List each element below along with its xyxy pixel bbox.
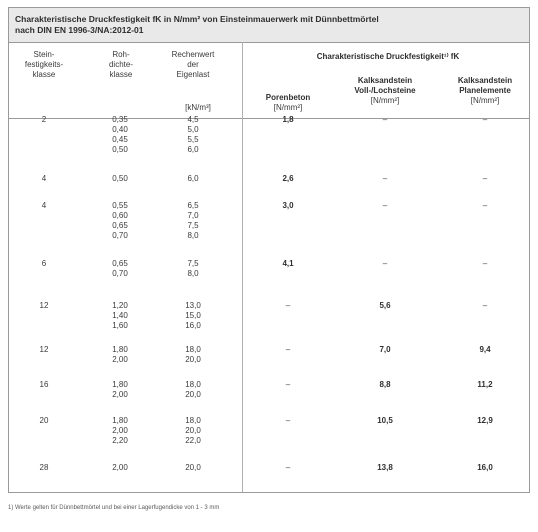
header-text: Rechenwert xyxy=(171,50,215,59)
cell-value: 1,80 xyxy=(112,380,128,389)
cell-value: 6 xyxy=(41,259,47,268)
cell-value: 28 xyxy=(39,463,49,472)
header-kalksandstein-plan xyxy=(439,76,531,96)
header-text: Stein- xyxy=(33,50,55,59)
cell-value: 20,0 xyxy=(185,390,201,399)
header-text: Planelemente xyxy=(459,86,511,95)
cell-klasse xyxy=(9,301,79,311)
cell-last xyxy=(157,259,229,279)
cell-poren xyxy=(245,201,331,211)
cell-value: – xyxy=(482,201,488,210)
cell-klasse xyxy=(9,380,79,390)
cell-value: – xyxy=(482,174,488,183)
cell-value: 4,5 xyxy=(187,115,199,124)
cell-value: 12 xyxy=(39,301,49,310)
cell-value: – xyxy=(382,201,388,210)
header-unit: [N/mm²] xyxy=(370,96,400,105)
cell-plan xyxy=(439,380,531,390)
header-porenbeton xyxy=(245,93,331,103)
cell-value: – xyxy=(285,463,291,472)
header-text: klasse xyxy=(109,70,133,79)
cell-plan xyxy=(439,259,531,269)
cell-last xyxy=(157,345,229,365)
cell-value: – xyxy=(285,380,291,389)
header-eigenlast-unit xyxy=(157,103,239,113)
cell-dichte xyxy=(85,463,155,473)
cell-poren xyxy=(245,115,331,125)
cell-value: 5,6 xyxy=(379,301,391,310)
cell-value: 20,0 xyxy=(185,355,201,364)
cell-value: – xyxy=(285,345,291,354)
cell-value: 8,0 xyxy=(187,269,199,278)
cell-klasse xyxy=(9,174,79,184)
cell-voll xyxy=(331,416,439,426)
cell-dichte xyxy=(85,301,155,331)
cell-value: 0,65 xyxy=(112,259,128,268)
cell-value: 0,40 xyxy=(112,125,128,134)
cell-value: 7,5 xyxy=(187,259,199,268)
cell-value: – xyxy=(382,174,388,183)
header-text: Roh- xyxy=(112,50,130,59)
cell-value: 2,00 xyxy=(112,355,128,364)
cell-value: 20,0 xyxy=(185,463,201,472)
cell-plan xyxy=(439,115,531,125)
cell-value: 12,9 xyxy=(477,416,493,425)
cell-voll xyxy=(331,115,439,125)
cell-value: 0,50 xyxy=(112,145,128,154)
cell-value: 18,0 xyxy=(185,380,201,389)
cell-value: 12 xyxy=(39,345,49,354)
cell-value: 0,70 xyxy=(112,269,128,278)
cell-poren xyxy=(245,463,331,473)
cell-value: 11,2 xyxy=(477,380,493,389)
cell-dichte xyxy=(85,345,155,365)
cell-klasse xyxy=(9,201,79,211)
header-kalksandstein-voll xyxy=(331,76,439,96)
cell-value: – xyxy=(382,115,388,124)
cell-plan xyxy=(439,174,531,184)
cell-value: 6,5 xyxy=(187,201,199,210)
cell-klasse xyxy=(9,463,79,473)
column-divider xyxy=(242,42,243,492)
header-text: Kalksandstein xyxy=(457,76,513,85)
cell-value: 0,45 xyxy=(112,135,128,144)
header-text: Kalksandstein xyxy=(357,76,413,85)
cell-voll xyxy=(331,201,439,211)
table-frame xyxy=(8,7,530,493)
cell-value: 22,0 xyxy=(185,436,201,445)
cell-value: 1,8 xyxy=(282,115,294,124)
cell-poren xyxy=(245,345,331,355)
cell-value: 5,0 xyxy=(187,125,199,134)
header-text: klasse xyxy=(32,70,56,79)
cell-voll xyxy=(331,174,439,184)
cell-value: 20,0 xyxy=(185,426,201,435)
header-text: Voll-/Lochsteine xyxy=(354,86,416,95)
cell-value: 4 xyxy=(41,201,47,210)
cell-poren xyxy=(245,380,331,390)
cell-voll xyxy=(331,301,439,311)
cell-value: 16 xyxy=(39,380,49,389)
cell-value: 7,0 xyxy=(187,211,199,220)
cell-value: 4 xyxy=(41,174,47,183)
cell-last xyxy=(157,115,229,155)
cell-last xyxy=(157,380,229,400)
table-title xyxy=(15,14,379,36)
cell-dichte xyxy=(85,416,155,446)
cell-klasse xyxy=(9,416,79,426)
cell-poren xyxy=(245,301,331,311)
cell-dichte xyxy=(85,259,155,279)
cell-value: 0,60 xyxy=(112,211,128,220)
cell-value: 0,70 xyxy=(112,231,128,240)
cell-last xyxy=(157,201,229,241)
cell-value: 20 xyxy=(39,416,49,425)
header-rohdichteklasse xyxy=(86,50,156,80)
header-text: festigkeits- xyxy=(24,60,64,69)
header-unit: [N/mm²] xyxy=(470,96,500,105)
cell-value: 16,0 xyxy=(477,463,493,472)
cell-dichte xyxy=(85,380,155,400)
cell-value: – xyxy=(482,259,488,268)
cell-poren xyxy=(245,174,331,184)
cell-value: – xyxy=(482,115,488,124)
cell-value: 0,55 xyxy=(112,201,128,210)
cell-value: – xyxy=(382,259,388,268)
cell-value: 7,0 xyxy=(379,345,391,354)
cell-value: 2,00 xyxy=(112,390,128,399)
cell-value: – xyxy=(482,301,488,310)
table-title-box xyxy=(9,8,529,43)
cell-poren xyxy=(245,259,331,269)
cell-klasse xyxy=(9,345,79,355)
cell-value: 1,60 xyxy=(112,321,128,330)
cell-last xyxy=(157,463,229,473)
cell-value: 2,6 xyxy=(282,174,294,183)
header-text: Charakteristische Druckfestigkeit¹⁾ fK xyxy=(316,52,460,61)
header-steinfestigkeitsklasse xyxy=(9,50,79,80)
cell-poren xyxy=(245,416,331,426)
cell-value: – xyxy=(285,416,291,425)
cell-dichte xyxy=(85,201,155,241)
cell-value: 15,0 xyxy=(185,311,201,320)
cell-value: 2,00 xyxy=(112,426,128,435)
header-text: der xyxy=(187,60,199,69)
cell-klasse xyxy=(9,115,79,125)
cell-value: 13,8 xyxy=(377,463,393,472)
cell-value: 4,1 xyxy=(282,259,294,268)
title-line-2: nach DIN EN 1996-3/NA:2012-01 xyxy=(15,25,144,35)
cell-value: 3,0 xyxy=(282,201,294,210)
cell-voll xyxy=(331,259,439,269)
cell-value: 6,0 xyxy=(187,174,199,183)
header-group-druckfestigkeit xyxy=(245,52,531,62)
title-line-1: Charakteristische Druckfestigkeit fK in N/mm² von Einsteinmauerwerk mit Dünnbettmörtel xyxy=(15,14,379,24)
cell-value: 9,4 xyxy=(479,345,491,354)
cell-voll xyxy=(331,380,439,390)
cell-value: 7,5 xyxy=(187,221,199,230)
cell-plan xyxy=(439,416,531,426)
cell-value: 18,0 xyxy=(185,345,201,354)
header-unit: [kN/m³] xyxy=(185,103,211,112)
header-eigenlast xyxy=(157,50,229,80)
cell-value: 18,0 xyxy=(185,416,201,425)
cell-value: 16,0 xyxy=(185,321,201,330)
cell-plan xyxy=(439,201,531,211)
header-kalksandstein-voll-unit xyxy=(331,96,439,106)
cell-value: 2 xyxy=(41,115,47,124)
cell-value: 2,20 xyxy=(112,436,128,445)
header-text: Eigenlast xyxy=(176,70,210,79)
cell-plan xyxy=(439,301,531,311)
cell-klasse xyxy=(9,259,79,269)
cell-value: 0,35 xyxy=(112,115,128,124)
cell-value: 10,5 xyxy=(377,416,393,425)
header-text: Porenbeton xyxy=(265,93,311,102)
cell-last xyxy=(157,174,229,184)
cell-dichte xyxy=(85,174,155,184)
cell-last xyxy=(157,416,229,446)
cell-value: 0,65 xyxy=(112,221,128,230)
cell-value: 1,20 xyxy=(112,301,128,310)
cell-value: 8,8 xyxy=(379,380,391,389)
cell-value: – xyxy=(285,301,291,310)
cell-value: 1,80 xyxy=(112,416,128,425)
table-header xyxy=(9,42,529,119)
cell-voll xyxy=(331,463,439,473)
cell-plan xyxy=(439,345,531,355)
cell-dichte xyxy=(85,115,155,155)
footnote: 1) Werte gelten für Dünnbettmörtel und bei einer Lagerfugendicke von 1 - 3 mm xyxy=(8,505,220,511)
cell-value: 1,40 xyxy=(112,311,128,320)
header-unit: [N/mm²] xyxy=(273,103,303,112)
cell-value: 2,00 xyxy=(112,463,128,472)
cell-voll xyxy=(331,345,439,355)
cell-value: 5,5 xyxy=(187,135,199,144)
cell-value: 6,0 xyxy=(187,145,199,154)
header-porenbeton-unit xyxy=(245,103,331,113)
cell-value: 0,50 xyxy=(112,174,128,183)
cell-value: 13,0 xyxy=(185,301,201,310)
header-kalksandstein-plan-unit xyxy=(439,96,531,106)
cell-value: 8,0 xyxy=(187,231,199,240)
header-text: dichte- xyxy=(108,60,133,69)
cell-plan xyxy=(439,463,531,473)
cell-last xyxy=(157,301,229,331)
cell-value: 1,80 xyxy=(112,345,128,354)
